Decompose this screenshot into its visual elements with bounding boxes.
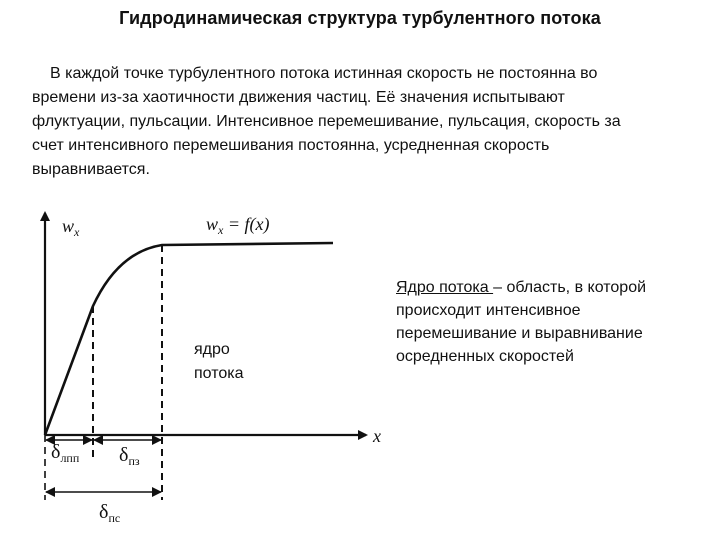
paragraph-line: времени из-за хаотичности движения частиц. Её значения испытывают bbox=[32, 89, 565, 106]
core-label-line2: потока bbox=[194, 365, 244, 382]
definition-text-3: перемешивание и выравнивание bbox=[396, 325, 643, 342]
y-axis-label bbox=[62, 216, 80, 239]
definition-term: Ядро потока bbox=[396, 279, 494, 296]
y-axis-label-sub: x bbox=[74, 225, 80, 239]
delta-lpp-label bbox=[51, 441, 80, 465]
core-definition bbox=[396, 276, 696, 368]
curve-label bbox=[206, 214, 269, 237]
delta-ps-symbol: δ bbox=[99, 501, 109, 523]
paragraph-line: флуктуации, пульсации. Интенсивное перемешивание, пульсация, скорость за bbox=[32, 113, 621, 130]
delta-lpp-symbol: δ bbox=[51, 441, 61, 463]
delta-pz-sub: пз bbox=[128, 454, 140, 468]
paragraph-line: выравнивается. bbox=[32, 161, 150, 178]
delta-ps-label bbox=[99, 501, 120, 525]
delta-pz-label bbox=[119, 444, 140, 468]
definition-text-2: происходит интенсивное bbox=[396, 302, 581, 319]
curve-label-sub: x bbox=[218, 223, 224, 237]
definition-text-4: осредненных скоростей bbox=[396, 348, 574, 365]
definition-line-1 bbox=[396, 276, 696, 299]
delta-pz-symbol: δ bbox=[119, 444, 129, 466]
velocity-curve bbox=[45, 243, 333, 435]
x-axis-label: x bbox=[373, 426, 381, 446]
curve-label-rest: = f(x) bbox=[223, 214, 270, 234]
paragraph-line: счет интенсивного перемешивания постоянна, усредненная скорость bbox=[32, 137, 550, 154]
curve-label-main: w bbox=[206, 214, 219, 234]
definition-text-1: – область, в которой bbox=[493, 279, 647, 296]
delta-lpp-sub: лпп bbox=[60, 451, 80, 465]
y-axis-label-main: w bbox=[62, 216, 75, 236]
paragraph-line: В каждой точке турбулентного потока истинная скорость не постоянна во bbox=[50, 65, 598, 82]
slide-title: Гидродинамическая структура турбулентного потока bbox=[119, 8, 601, 28]
delta-ps-sub: пс bbox=[108, 511, 121, 525]
core-label-line1: ядро bbox=[194, 341, 230, 358]
